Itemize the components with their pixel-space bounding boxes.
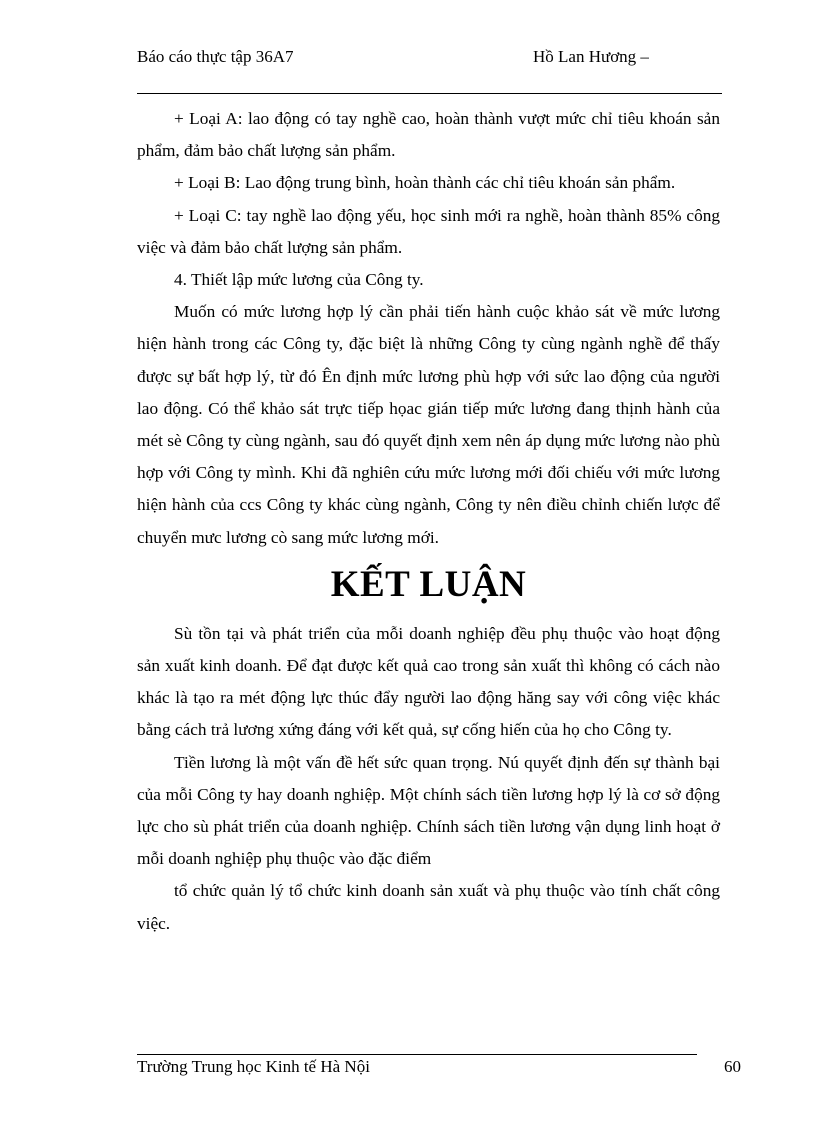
conclusion-paragraph: tổ chức quản lý tổ chức kinh doanh sản xuất và phụ thuộc vào tính chất công việc.	[137, 881, 720, 933]
conclusion-paragraph: Sù tồn tại và phát triển của mỗi doanh nghiệp đều phụ thuộc vào hoạt động sản xuất kinh doanh. Để đạt được kết quả cao trong sản xuất thì không có cách nào khác là tạo ra mét động lực thúc đẩy người lao động hăng say với công việc khác bằng cách trả lương xứng đáng với kết quả, sự cống hiến của họ cho Công ty.	[137, 623, 720, 740]
document-body	[137, 103, 720, 940]
header-report-title: Báo cáo thực tập 36A7	[137, 47, 294, 66]
paragraph-loai-a: + Loại A: lao động có tay nghề cao, hoàn thành vượt mức chỉ tiêu khoán sản phẩm, đảm bảo chất lượng sản phẩm.	[137, 109, 720, 161]
section-heading-salary: 4. Thiết lập mức lương của Công ty.	[174, 270, 424, 290]
paragraph-loai-b: + Loại B: Lao động trung bình, hoàn thành các chỉ tiêu khoán sản phẩm.	[174, 173, 676, 193]
page-header	[137, 46, 722, 94]
footer-school-name: Trường Trung học Kinh tế Hà Nội	[137, 1057, 370, 1076]
footer-divider	[137, 1054, 697, 1055]
page-number: 60	[724, 1057, 741, 1076]
header-author: Hồ Lan Hương –	[533, 47, 649, 66]
paragraph-loai-c: + Loại C: tay nghề lao động yếu, học sinh mới ra nghề, hoàn thành 85% công việc và đảm bảo chất lượng sản phẩm.	[137, 205, 720, 257]
header-divider	[137, 93, 722, 94]
conclusion-title: KẾT LUẬN	[330, 563, 527, 605]
conclusion-paragraph: Tiền lương là một vấn đề hết sức quan trọng. Nú quyết định đến sự thành bại của mỗi Công ty hay doanh nghiệp. Một chính sách tiền lương hợp lý là cơ sở động lực cho sù phát triển của doanh nghiệp. Chính sách tiền lương vận dụng linh hoạt ở mỗi doanh nghiệp phụ thuộc vào đặc điểm	[137, 752, 720, 869]
paragraph-salary-survey: Muốn có mức lương hợp lý cần phải tiến hành cuộc khảo sát về mức lương hiện hành trong các Công ty, đặc biệt là những Công ty cùng ngành nghề để thấy được sự bất hợp lý, từ đó Ên định mức lương phù hợp với sức lao động của người lao động. Có thể khảo sát trực tiếp họac gián tiếp mức lương đang thịnh hành của mét sè Công ty cùng ngành, sau đó quyết định xem nên áp dụng mức lương nào phù hợp với Công ty mình. Khi đã nghiên cứu mức lương mới đối chiếu với mức lương hiện hành của ccs Công ty khác cùng ngành, Công ty nên điều chỉnh chiến lược để chuyển mưc lương cò sang mức lương mới.	[137, 302, 720, 547]
